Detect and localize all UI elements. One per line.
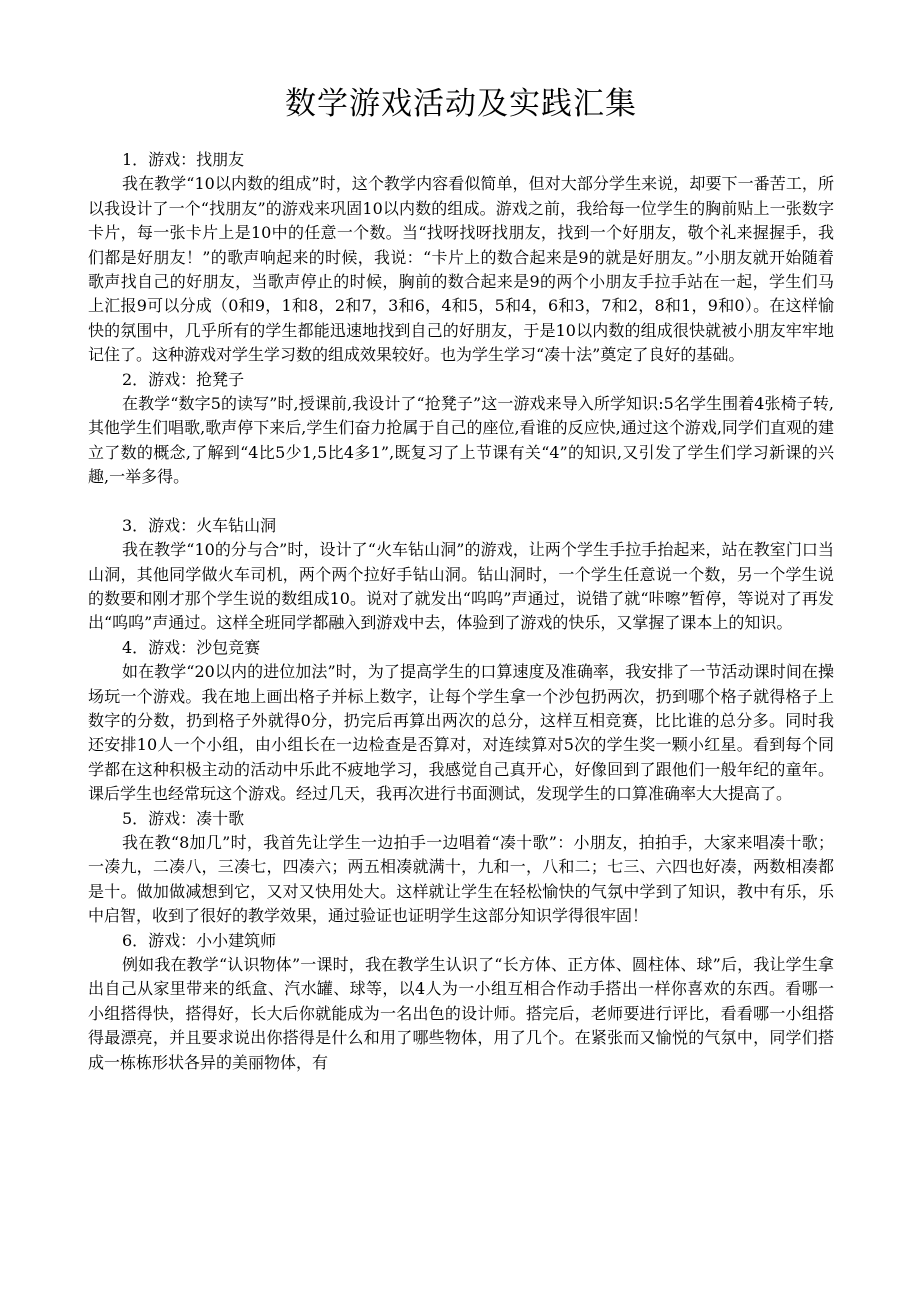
section-train-tunnel xyxy=(88,514,834,636)
section-find-friends xyxy=(88,148,834,368)
paragraph-gap xyxy=(88,490,834,514)
section-heading: 4．游戏：沙包竞赛 xyxy=(122,637,261,657)
section-sandbag-contest xyxy=(88,636,834,807)
section-body: 我在教学“10以内数的组成”时，这个教学内容看似简单，但对大部分学生来说，却要下一番苦工，所以我设计了一个“找朋友”的游戏来巩固10以内数的组成。游戏之前，我给每一位学生的胸前贴上一张数字卡片，每一张卡片上是10中的任意一个数。当“找呀找呀找朋友，找到一个好朋友，敬个礼来握握手，我们都是好朋友！”的歌声响起来的时候，我说：“卡片上的数合起来是9的就是好朋友。”小朋友就开始随着歌声找自己的好朋友，当歌声停止的时候，胸前的数合起来是9的两个小朋友手拉手站在一起，学生们马上汇报9可以分成（0和9，1和8，2和7，3和6，4和5，5和4，6和3，7和2，8和1，9和0）。在这样愉快的氛围中，几乎所有的学生都能迅速地找到自己的好朋友，于是10以内数的组成很快就被小朋友牢牢地记住了。这种游戏对学生学习数的组成效果较好。也为学生学习“凑十法”奠定了良好的基础。 xyxy=(88,174,834,365)
section-grab-stool xyxy=(88,368,834,490)
section-heading: 3．游戏：火车钻山洞 xyxy=(122,515,277,535)
section-body: 例如我在教学“认识物体”一课时，我在教学生认识了“长方体、正方体、圆柱体、球”后，我让学生拿出自己从家里带来的纸盒、汽水罐、球等，以4人为一小组互相合作动手搭出一样你喜欢的东西。看哪一小组搭得快，搭得好，长大后你就能成为一名出色的设计师。搭完后，老师要进行评比，看看哪一小组搭得最漂亮，并且要求说出你搭得是什么和用了哪些物体，用了几个。在紧张而又愉悦的气氛中，同学们搭成一栋栋形状各异的美丽物体，有 xyxy=(88,955,834,1072)
section-heading: 1．游戏：找朋友 xyxy=(122,150,245,169)
document-page xyxy=(88,84,834,1075)
section-body: 在教学“数字5的读写”时,授课前,我设计了“抢凳子”这一游戏来导入所学知识:5名学生围着4张椅子转,其他学生们唱歌,歌声停下来后,学生们奋力抢属于自己的座位,看谁的反应快,通过这个游戏,同学们直观的建立了数的概念,了解到“4比5少1,5比4多1”,既复习了上节课有关“4”的知识,又引发了学生们学习新课的兴趣,一举多得。 xyxy=(88,394,834,487)
section-body: 我在教“8加几”时，我首先让学生一边拍手一边唱着“凑十歌”：小朋友，拍拍手，大家来唱凑十歌；一凑九，二凑八，三凑七，四凑六；两五相凑就满十，九和一，八和二；七三、六四也好凑，两数相凑都是十。做加做减想到它，又对又快用处大。这样就让学生在轻松愉快的气氛中学到了知识，教中有乐，乐中启智，收到了很好的教学效果，通过验证也证明学生这部分知识学得很牢固！ xyxy=(88,832,834,926)
section-body: 我在教学“10的分与合”时，设计了“火车钻山洞”的游戏，让两个学生手拉手抬起来，站在教室门口当山洞，其他同学做火车司机，两个两个拉好手钻山洞。钻山洞时，一个学生任意说一个数，另一个学生说的数要和刚才那个学生说的数组成10。说对了就发出“呜呜”声通过，说错了就“咔嚓”暂停，等说对了再发出“呜呜”声通过。这样全班同学都融入到游戏中去，体验到了游戏的快乐，又掌握了课本上的知识。 xyxy=(88,540,834,633)
section-make-ten-song xyxy=(88,807,834,929)
section-little-architect xyxy=(88,929,834,1075)
section-body: 如在教学“20以内的进位加法”时，为了提高学生的口算速度及准确率，我安排了一节活动课时间在操场玩一个游戏。我在地上画出格子并标上数字，让每个学生拿一个沙包扔两次，扔到哪个格子就得格子上数字的分数，扔到格子外就得0分，扔完后再算出两次的总分，这样互相竞赛，比比谁的总分多。同时我还安排10人一个小组，由小组长在一边检查是否算对，对连续算对5次的学生奖一颗小红星。看到每个同学都在这种积极主动的活动中乐此不疲地学习，我感觉自己真开心，好像回到了跟他们一般年纪的童年。课后学生也经常玩这个游戏。经过几天，我再次进行书面测试，发现学生的口算准确率大大提高了。 xyxy=(88,662,834,804)
section-heading: 6．游戏：小小建筑师 xyxy=(122,930,277,950)
section-heading: 5．游戏：凑十歌 xyxy=(122,808,245,828)
section-heading: 2．游戏：抢凳子 xyxy=(122,369,245,389)
document-title: 数学游戏活动及实践汇集 xyxy=(285,86,637,122)
